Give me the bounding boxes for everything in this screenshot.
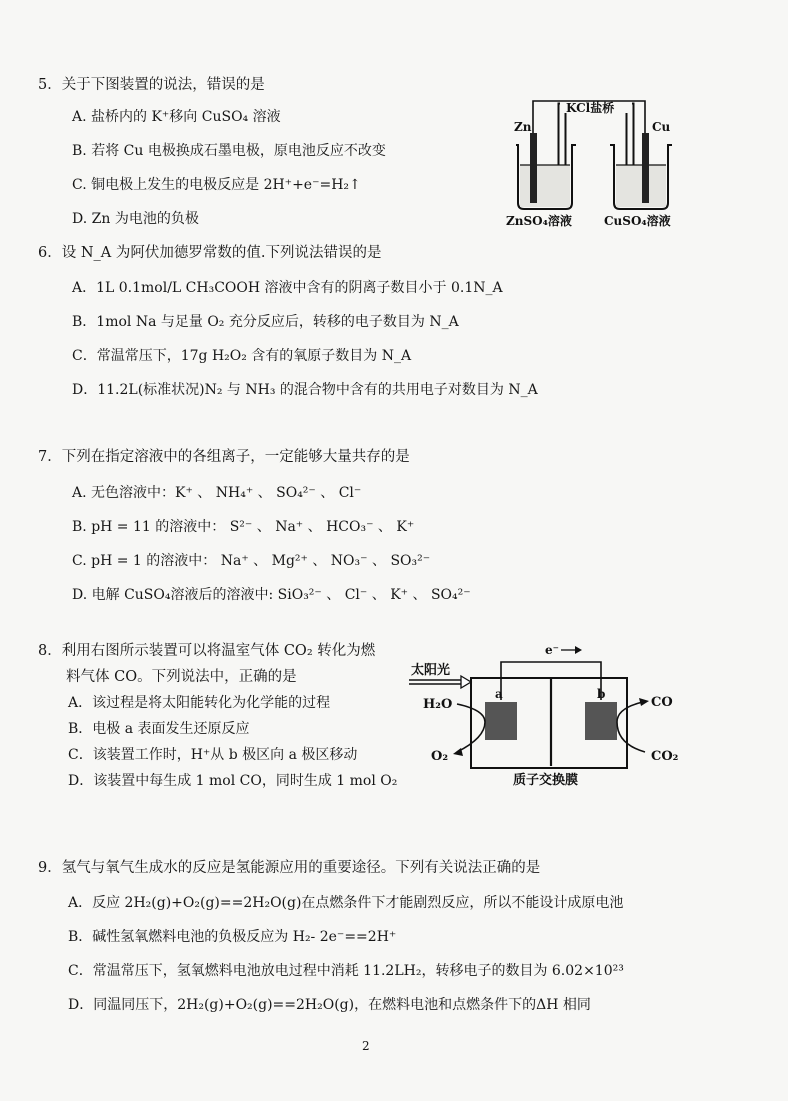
question-6-title: 6．设 N_A 为阿伏加德罗常数的值.下列说法错误的是 — [38, 245, 382, 261]
electrode-b — [585, 702, 617, 740]
salt-bridge-label: KCl盐桥 — [566, 101, 615, 115]
right-reaction-arrow — [617, 702, 645, 752]
galvanic-cell-diagram — [500, 95, 700, 230]
question-7-option-a: A. 无色溶液中：K⁺ 、 NH₄⁺ 、 SO₄²⁻ 、 Cl⁻ — [72, 485, 362, 501]
question-7-option-c: C. pH = 1 的溶液中： Na⁺ 、 Mg²⁺ 、 NO₃⁻ 、 SO₃²⁻ — [72, 553, 431, 569]
question-6-option-b: B．1mol Na 与足量 O₂ 充分反应后，转移的电子数目为 N_A — [72, 314, 459, 330]
membrane-label: 质子交换膜 — [513, 773, 579, 788]
copper-electrode — [642, 133, 649, 203]
electrode-b-label: b — [597, 687, 606, 701]
question-7-option-d: D. 电解 CuSO₄溶液后的溶液中: SiO₃²⁻ 、 Cl⁻ 、 K⁺ 、 SO₄²⁻ — [72, 587, 471, 603]
electrode-a — [485, 702, 517, 740]
left-electrode-label: Zn — [514, 120, 532, 134]
question-9-option-b: B．碱性氢氧燃料电池的负极反应为 H₂- 2e⁻==2H⁺ — [68, 929, 397, 945]
question-9-option-a: A．反应 2H₂(g)+O₂(g)==2H₂O(g)在点燃条件下才能剧烈反应，所以不能设计成原电池 — [68, 895, 624, 911]
question-8-option-a: A．该过程是将太阳能转化为化学能的过程 — [68, 695, 331, 711]
zinc-electrode — [530, 133, 537, 203]
question-8-option-d: D．该装置中每生成 1 mol CO，同时生成 1 mol O₂ — [68, 773, 398, 789]
right-electrode-label: Cu — [652, 120, 671, 134]
right-arrow-head-icon — [639, 698, 649, 706]
question-8-title-line1: 8．利用右图所示装置可以将温室气体 CO₂ 转化为燃 — [38, 643, 376, 659]
right-output-label: CO — [651, 695, 673, 710]
page-number: 2 — [362, 1039, 370, 1053]
question-6-option-d: D．11.2L(标准状况)N₂ 与 NH₃ 的混合物中含有的共用电子对数目为 N_A — [72, 382, 538, 398]
question-7-option-b: B. pH = 11 的溶液中： S²⁻ 、 Na⁺ 、 HCO₃⁻ 、 K⁺ — [72, 519, 415, 535]
question-5-title: 5．关于下图装置的说法，错误的是 — [38, 77, 265, 93]
question-6-option-a: A．1L 0.1mol/L CH₃COOH 溶液中含有的阴离子数目小于 0.1N_A — [72, 280, 503, 296]
question-5-option-a: A. 盐桥内的 K⁺移向 CuSO₄ 溶液 — [72, 109, 281, 125]
left-output-label: O₂ — [431, 749, 449, 764]
right-solution-label: CuSO₄溶液 — [604, 214, 671, 228]
sunlight-label: 太阳光 — [411, 663, 451, 678]
question-5-option-d: D. Zn 为电池的负极 — [72, 211, 199, 227]
question-5-option-c: C. 铜电极上发生的电极反应是 2H⁺+e⁻=H₂↑ — [72, 177, 361, 193]
question-9-title: 9．氢气与氧气生成水的反应是氢能源应用的重要途径。下列有关说法正确的是 — [38, 860, 541, 876]
question-9-option-d: D．同温同压下，2H₂(g)+O₂(g)==2H₂O(g)，在燃料电池和点燃条件下的ΔH 相同 — [68, 997, 591, 1013]
right-input-label: CO₂ — [651, 749, 679, 764]
photoelectrochemical-cell-diagram — [405, 638, 695, 790]
left-input-label: H₂O — [423, 697, 453, 712]
question-5-option-b: B. 若将 Cu 电极换成石墨电极，原电池反应不改变 — [72, 143, 386, 159]
question-8-title-line2: 料气体 CO。下列说法中，正确的是 — [66, 669, 297, 685]
sunlight-arrow-icon — [461, 676, 471, 688]
electrode-a-label: a — [495, 687, 503, 701]
question-7-title: 7．下列在指定溶液中的各组离子，一定能够大量共存的是 — [38, 449, 410, 465]
question-6-option-c: C．常温常压下，17g H₂O₂ 含有的氧原子数目为 N_A — [72, 348, 412, 364]
question-8-option-c: C．该装置工作时，H⁺从 b 极区向 a 极区移动 — [68, 747, 358, 763]
electron-label: e⁻ — [545, 643, 559, 657]
question-8-option-b: B．电极 a 表面发生还原反应 — [68, 721, 250, 737]
question-9-option-c: C．常温常压下，氢氧燃料电池放电过程中消耗 11.2LH₂，转移电子的数目为 6.02×10²³ — [68, 963, 624, 979]
electron-arrow-icon — [575, 646, 582, 654]
left-solution-label: ZnSO₄溶液 — [506, 214, 572, 228]
